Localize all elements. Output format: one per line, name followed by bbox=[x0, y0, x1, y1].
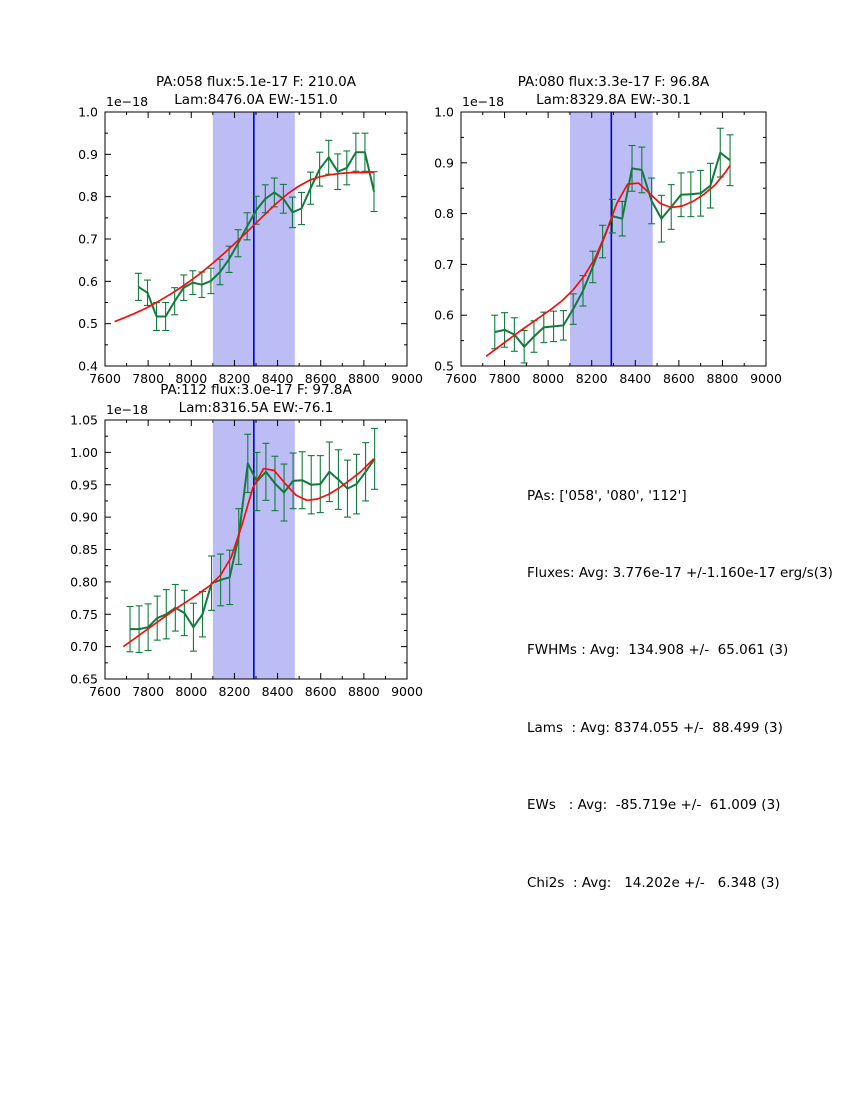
svg-text:8000: 8000 bbox=[175, 371, 208, 386]
svg-text:0.85: 0.85 bbox=[70, 542, 98, 557]
summary-line-ews: EWs : Avg: -85.719e +/- 61.009 (3) bbox=[527, 797, 781, 814]
chart-pa-112 bbox=[70, 382, 423, 699]
svg-text:8200: 8200 bbox=[575, 371, 608, 386]
svg-text:8000: 8000 bbox=[532, 371, 565, 386]
svg-text:7600: 7600 bbox=[89, 371, 121, 386]
svg-text:0.6: 0.6 bbox=[434, 307, 454, 323]
svg-text:9000: 9000 bbox=[750, 371, 782, 386]
summary-line-lams: Lams : Avg: 8374.055 +/- 88.499 (3) bbox=[527, 719, 783, 736]
summary-block bbox=[527, 432, 833, 948]
summary-line-chi2s: Chi2s : Avg: 14.202e +/- 6.348 (3) bbox=[527, 874, 780, 891]
svg-text:0.6: 0.6 bbox=[78, 273, 98, 289]
svg-text:8800: 8800 bbox=[347, 684, 380, 699]
y-offset-label: 1e−18 bbox=[106, 94, 149, 109]
svg-text:8600: 8600 bbox=[662, 371, 695, 386]
svg-text:0.9: 0.9 bbox=[434, 155, 454, 171]
svg-text:0.7: 0.7 bbox=[78, 231, 98, 247]
svg-text:7800: 7800 bbox=[488, 371, 521, 386]
svg-text:9000: 9000 bbox=[391, 684, 423, 699]
svg-text:8000: 8000 bbox=[175, 684, 208, 699]
svg-text:8600: 8600 bbox=[304, 684, 337, 699]
svg-text:1.05: 1.05 bbox=[70, 412, 98, 428]
svg-text:0.95: 0.95 bbox=[70, 477, 98, 493]
svg-text:0.4: 0.4 bbox=[78, 358, 98, 374]
summary-line-pas: PAs: ['058', '080', '112'] bbox=[527, 487, 687, 504]
svg-text:1.00: 1.00 bbox=[70, 444, 98, 460]
svg-text:0.7: 0.7 bbox=[434, 256, 454, 272]
chart-title-line1: PA:112 flux:3.0e-17 F: 97.8A bbox=[160, 382, 352, 398]
svg-text:1.0: 1.0 bbox=[78, 104, 98, 120]
svg-text:0.8: 0.8 bbox=[78, 189, 98, 205]
svg-text:9000: 9000 bbox=[391, 371, 423, 386]
svg-text:8400: 8400 bbox=[261, 371, 294, 386]
svg-text:8600: 8600 bbox=[304, 371, 337, 386]
chart-title-line1: PA:058 flux:5.1e-17 F: 210.0A bbox=[155, 74, 357, 90]
svg-text:8800: 8800 bbox=[347, 371, 380, 386]
svg-text:7800: 7800 bbox=[132, 684, 165, 699]
svg-text:0.5: 0.5 bbox=[78, 316, 98, 332]
chart-pa-080 bbox=[434, 74, 782, 386]
chart-title-line1: PA:080 flux:3.3e-17 F: 96.8A bbox=[517, 74, 710, 90]
chart-title-line2: Lam:8476.0A EW:-151.0 bbox=[174, 92, 338, 108]
y-offset-label: 1e−18 bbox=[462, 94, 505, 109]
svg-text:7800: 7800 bbox=[132, 371, 165, 386]
chart-title-line2: Lam:8316.5A EW:-76.1 bbox=[178, 400, 334, 416]
svg-text:0.75: 0.75 bbox=[70, 606, 98, 622]
svg-text:8200: 8200 bbox=[218, 371, 251, 386]
svg-text:8800: 8800 bbox=[706, 371, 739, 386]
svg-text:0.5: 0.5 bbox=[434, 358, 454, 374]
chart-title-line2: Lam:8329.8A EW:-30.1 bbox=[536, 92, 691, 108]
chart-pa-058 bbox=[78, 74, 423, 386]
svg-text:1.0: 1.0 bbox=[434, 104, 454, 120]
svg-text:0.80: 0.80 bbox=[70, 574, 98, 590]
svg-text:8400: 8400 bbox=[261, 684, 294, 699]
svg-text:0.90: 0.90 bbox=[70, 509, 98, 525]
svg-text:0.9: 0.9 bbox=[78, 146, 98, 162]
y-offset-label: 1e−18 bbox=[106, 402, 149, 417]
svg-text:0.70: 0.70 bbox=[70, 639, 98, 655]
svg-text:0.65: 0.65 bbox=[70, 671, 98, 687]
svg-text:0.8: 0.8 bbox=[434, 206, 454, 222]
summary-line-fluxes: Fluxes: Avg: 3.776e-17 +/-1.160e-17 erg/s(3) bbox=[527, 564, 833, 581]
svg-text:8400: 8400 bbox=[619, 371, 652, 386]
summary-line-fwhms: FWHMs : Avg: 134.908 +/- 65.061 (3) bbox=[527, 642, 789, 659]
svg-text:7600: 7600 bbox=[445, 371, 477, 386]
svg-text:8200: 8200 bbox=[218, 684, 251, 699]
svg-text:7600: 7600 bbox=[89, 684, 121, 699]
